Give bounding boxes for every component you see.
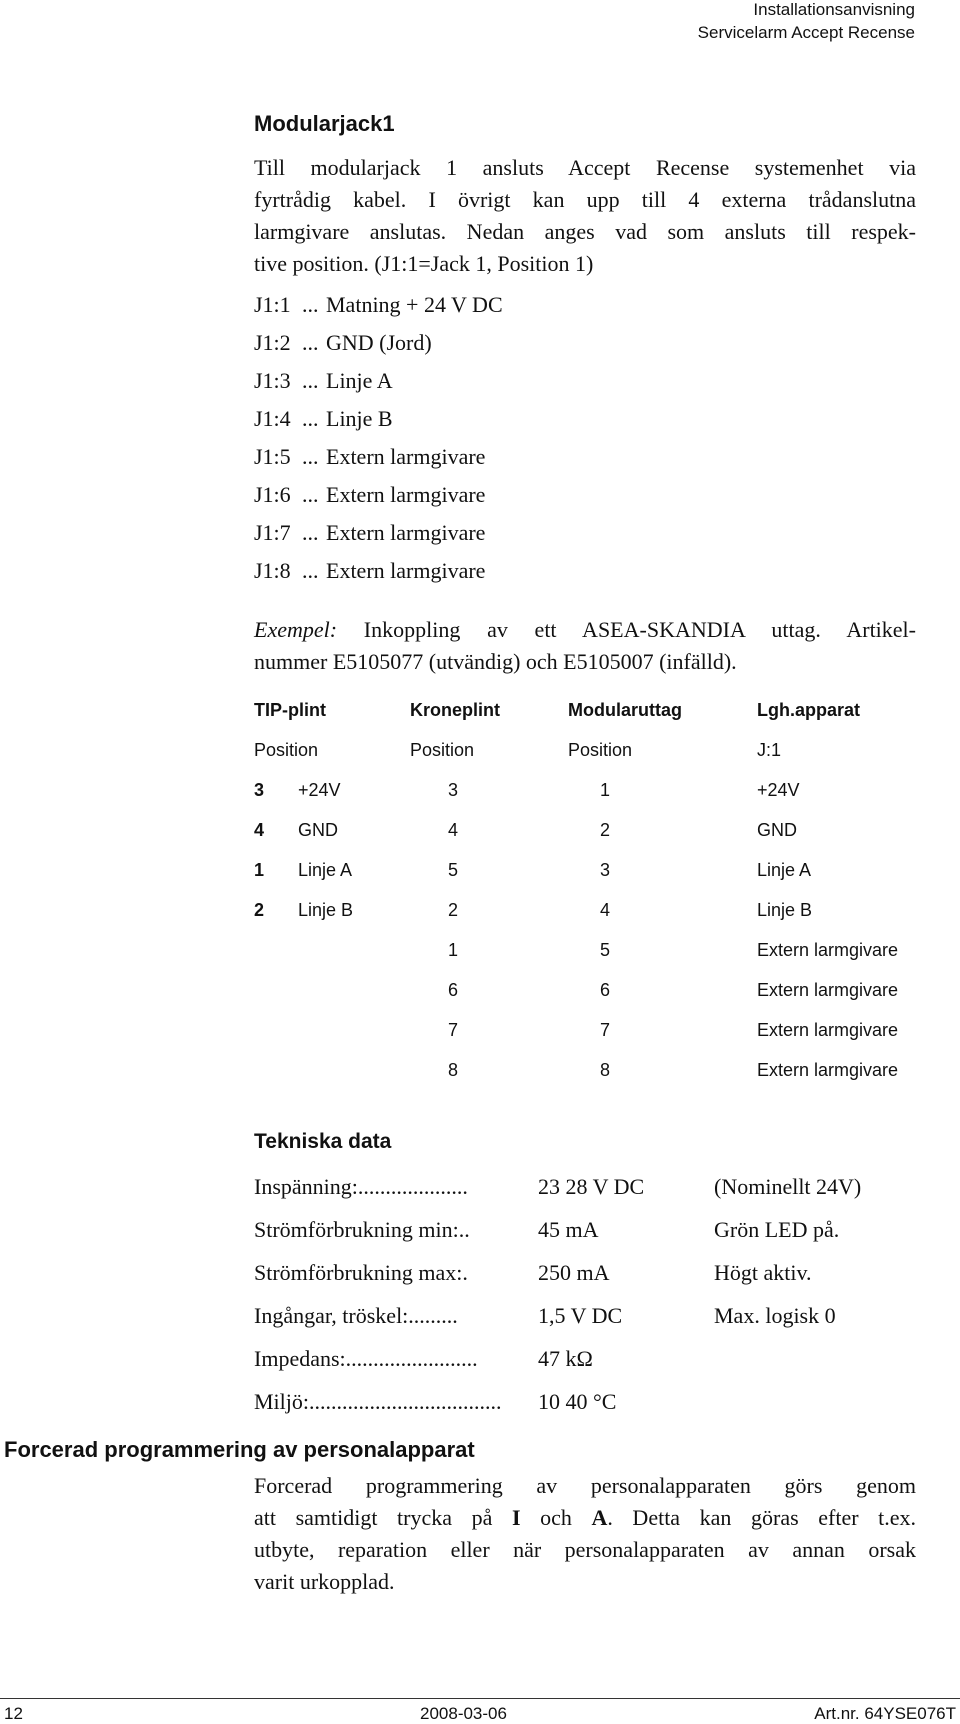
table-subheader: Position (254, 740, 319, 760)
lgh-label: Linje A (757, 860, 812, 880)
pin-row (254, 444, 485, 470)
section-heading-modularjack: Modularjack1 (254, 111, 395, 136)
intro-line: tive position. (J1:1=Jack 1, Position 1) (254, 251, 594, 276)
table-row (254, 1060, 899, 1100)
table-subheader-row (254, 740, 874, 780)
table-row (254, 980, 899, 1020)
krone-position: 4 (448, 820, 459, 840)
pin-dots: ... (302, 558, 319, 583)
pin-dots: ... (302, 406, 319, 431)
tip-label: Linje A (298, 860, 353, 880)
spec-row (254, 1346, 714, 1372)
pin-desc: Extern larmgivare (326, 520, 486, 545)
pin-row (254, 368, 393, 394)
spec-label: Impedans:........................ (254, 1346, 478, 1371)
spec-note: (Nominellt 24V) (714, 1174, 862, 1199)
pin-desc: Extern larmgivare (326, 444, 486, 469)
pin-dots: ... (302, 444, 319, 469)
forcerad-line (254, 1502, 916, 1534)
pin-code: J1:3 (254, 368, 291, 393)
krone-position: 3 (448, 780, 459, 800)
spec-row (254, 1303, 836, 1329)
table-row (254, 780, 874, 820)
tip-label: Linje B (298, 900, 354, 920)
table-row (254, 1020, 899, 1060)
pin-row (254, 558, 485, 584)
pin-code: J1:1 (254, 292, 291, 317)
pin-row (254, 482, 485, 508)
pin-desc: Matning + 24 V DC (326, 292, 503, 317)
modular-position: 1 (600, 780, 611, 800)
spec-note: Grön LED på. (714, 1217, 840, 1242)
table-header: Modularuttag (568, 700, 682, 720)
pin-code: J1:8 (254, 558, 291, 583)
pin-code: J1:2 (254, 330, 291, 355)
pin-desc: GND (Jord) (326, 330, 432, 355)
modular-position: 3 (600, 860, 611, 880)
forcerad-line: Forcerad programmering av personalapparaten görs genom (254, 1473, 916, 1498)
footer-article-number: Art.nr. 64YSE076T (814, 1704, 956, 1723)
lgh-label: Extern larmgivare (757, 940, 899, 960)
forcerad-line: utbyte, reparation eller när personalapparaten av annan orsak (254, 1537, 916, 1562)
section-heading-forcerad: Forcerad programmering av personalapparat (4, 1437, 475, 1462)
krone-position: 2 (448, 900, 459, 920)
tip-number: 3 (254, 780, 265, 800)
example-paragraph (254, 614, 916, 678)
table-header-row (254, 700, 874, 740)
pin-row (254, 292, 503, 318)
lgh-label: +24V (757, 780, 800, 800)
table-row (254, 820, 874, 860)
table-subheader: Position (410, 740, 475, 760)
pin-desc: Linje B (326, 406, 393, 431)
connection-table (254, 700, 899, 1100)
pin-desc: Extern larmgivare (326, 482, 486, 507)
key-i: I (511, 1505, 521, 1530)
intro-line: Till modularjack 1 ansluts Accept Recense systemenhet via (254, 155, 916, 180)
tip-number: 1 (254, 860, 265, 880)
table-row (254, 940, 899, 980)
pin-row (254, 520, 485, 546)
pin-dots: ... (302, 292, 319, 317)
spec-note: Högt aktiv. (714, 1260, 812, 1285)
tip-number: 4 (254, 820, 265, 840)
intro-paragraph (254, 152, 916, 280)
header-title: Installationsanvisning (753, 0, 915, 19)
spec-value: 10 40 °C (538, 1389, 617, 1414)
pin-row (254, 406, 393, 432)
footer-page-number: 12 (4, 1704, 23, 1723)
lgh-label: GND (757, 820, 797, 840)
pin-row (254, 330, 432, 356)
lgh-label: Linje B (757, 900, 813, 920)
header-subtitle: Servicelarm Accept Recense (697, 23, 915, 42)
modular-position: 4 (600, 900, 611, 920)
modular-position: 5 (600, 940, 611, 960)
modular-position: 8 (600, 1060, 611, 1080)
spec-label: Strömförbrukning max:. (254, 1260, 468, 1285)
tip-label: GND (298, 820, 338, 840)
table-subheader: Position (568, 740, 633, 760)
table-header: Kroneplint (410, 700, 500, 720)
forcerad-line: varit urkopplad. (254, 1569, 395, 1594)
pin-dots: ... (302, 330, 319, 355)
spec-row (254, 1260, 812, 1286)
spec-row (254, 1174, 861, 1200)
modular-position: 2 (600, 820, 611, 840)
spec-value: 250 mA (538, 1260, 610, 1285)
krone-position: 7 (448, 1020, 459, 1040)
intro-line: fyrtrådig kabel. I övrigt kan upp till 4 externa trådanslutna (254, 187, 916, 212)
pin-dots: ... (302, 482, 319, 507)
table-row (254, 860, 874, 900)
lgh-label: Extern larmgivare (757, 980, 899, 1000)
lgh-label: Extern larmgivare (757, 1020, 899, 1040)
intro-line: larmgivare anslutas. Nedan anges vad som ansluts till respek- (254, 219, 916, 244)
footer-rule (0, 1698, 960, 1699)
krone-position: 6 (448, 980, 459, 1000)
forcerad-text: och (520, 1505, 592, 1530)
spec-label: Inspänning:.................... (254, 1174, 468, 1199)
table-header: Lgh.apparat (757, 700, 861, 720)
lgh-label: Extern larmgivare (757, 1060, 899, 1080)
tip-label: +24V (298, 780, 341, 800)
pin-code: J1:5 (254, 444, 291, 469)
example-label: Exempel: (254, 617, 338, 642)
pin-code: J1:4 (254, 406, 291, 431)
krone-position: 1 (448, 940, 459, 960)
spec-label: Strömförbrukning min:.. (254, 1217, 470, 1242)
spec-note: Max. logisk 0 (714, 1303, 836, 1328)
modular-position: 7 (600, 1020, 611, 1040)
example-line (254, 614, 916, 646)
table-subheader: J:1 (757, 740, 782, 760)
pin-desc: Linje A (326, 368, 393, 393)
spec-label: Ingångar, tröskel:......... (254, 1303, 458, 1328)
spec-value: 45 mA (538, 1217, 599, 1242)
spec-value: 1,5 V DC (538, 1303, 623, 1328)
pin-desc: Extern larmgivare (326, 558, 486, 583)
pin-dots: ... (302, 520, 319, 545)
example-text: Inkoppling av ett ASEA-SKANDIA uttag. Artikel- (337, 617, 916, 642)
krone-position: 5 (448, 860, 459, 880)
example-line: nummer E5105077 (utvändig) och E5105007 (infälld). (254, 649, 737, 674)
spec-row (254, 1389, 714, 1415)
tip-number: 2 (254, 900, 265, 920)
forcerad-text: . Detta kan göras efter t.ex. (607, 1505, 916, 1530)
table-header: TIP-plint (254, 700, 326, 720)
spec-row (254, 1217, 839, 1243)
spec-label: Miljö:................................... (254, 1389, 502, 1414)
section-heading-tekniska: Tekniska data (254, 1130, 392, 1153)
pin-code: J1:6 (254, 482, 291, 507)
forcerad-text: att samtidigt trycka på (254, 1505, 512, 1530)
footer-date: 2008-03-06 (420, 1704, 507, 1723)
pin-code: J1:7 (254, 520, 291, 545)
spec-value: 23 28 V DC (538, 1174, 645, 1199)
spec-value: 47 kΩ (538, 1346, 593, 1371)
krone-position: 8 (448, 1060, 459, 1080)
forcerad-paragraph (254, 1470, 916, 1598)
table-row (254, 900, 874, 940)
key-a: A (591, 1505, 608, 1530)
modular-position: 6 (600, 980, 611, 1000)
pin-dots: ... (302, 368, 319, 393)
